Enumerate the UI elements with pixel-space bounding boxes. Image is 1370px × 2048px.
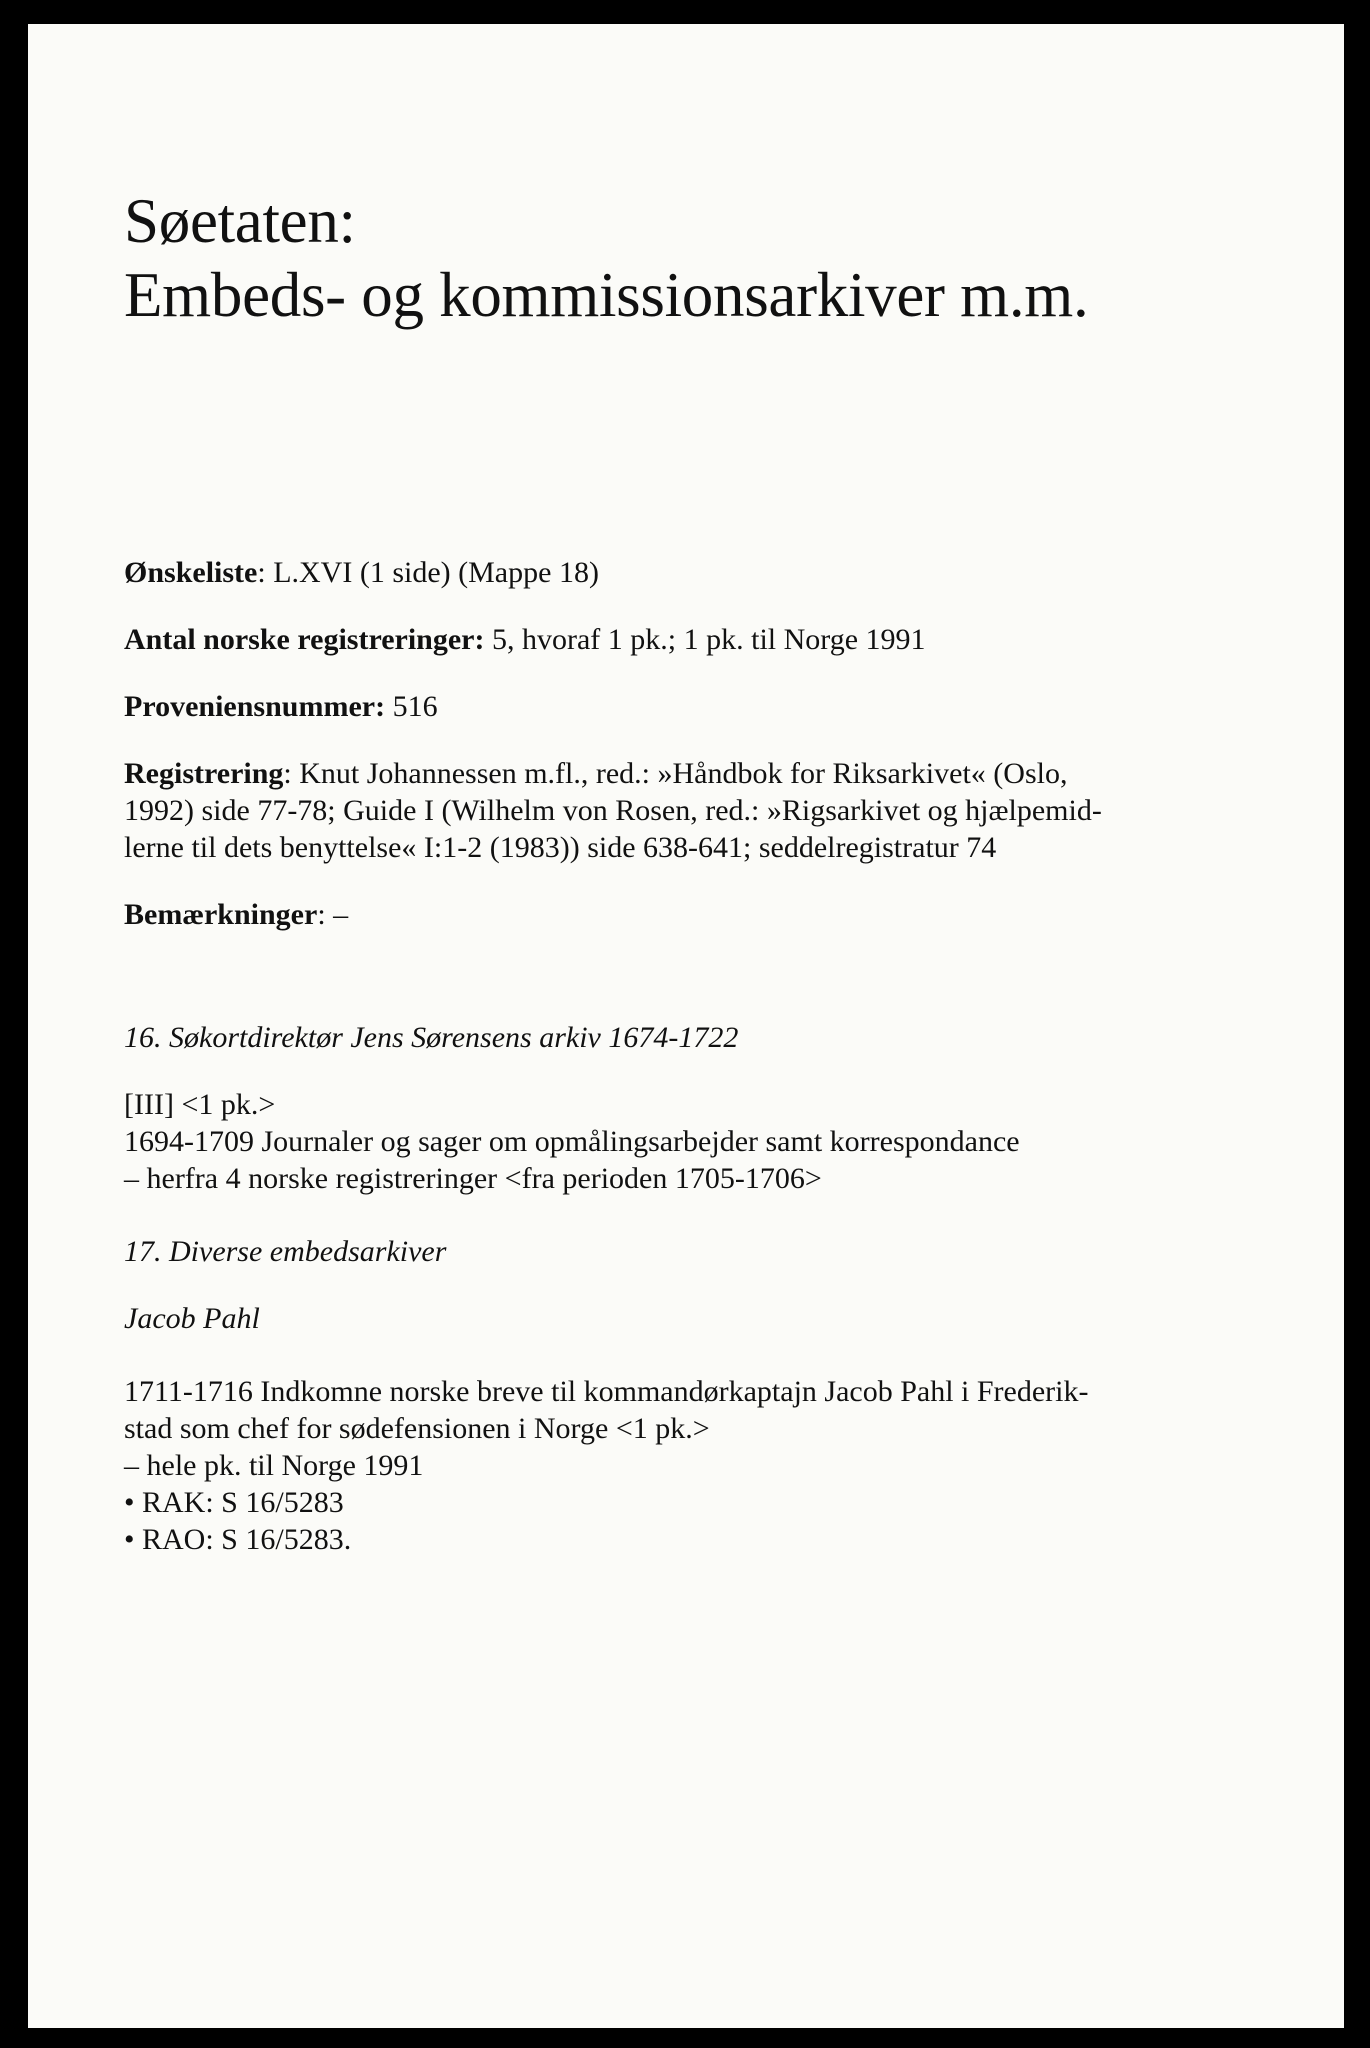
- registrering-label: Registrering: [124, 757, 284, 790]
- section-17-line-4: • RAK: S 16/5283: [124, 1486, 344, 1519]
- antal-entry: [124, 621, 1234, 658]
- section-17-subtitle: Jacob Pahl: [124, 1302, 260, 1335]
- section-16-body: [124, 1086, 1234, 1197]
- proveniens-label: Proveniensnummer:: [124, 690, 386, 723]
- title-block: [124, 184, 1224, 332]
- bemaerkninger-label: Bemærkninger: [124, 898, 318, 931]
- registrering-entry: [124, 755, 1234, 866]
- section-17-body: [124, 1373, 1234, 1558]
- section-17-line-3: – hele pk. til Norge 1991: [124, 1449, 424, 1482]
- section-16-line-1: [III] <1 pk.>: [124, 1088, 276, 1121]
- registrering-line-3: lerne til dets benyttelse« I:1-2 (1983)) side 638-641; seddelregistratur 74: [124, 831, 997, 864]
- antal-value: 5, hvoraf 1 pk.; 1 pk. til Norge 1991: [484, 623, 926, 656]
- section-16-line-2: 1694-1709 Journaler og sager om opmålingsarbejder samt korrespondance: [124, 1125, 1020, 1158]
- document-page: [28, 24, 1344, 2028]
- bemaerkninger-entry: [124, 896, 1234, 933]
- onskeliste-value: : L.XVI (1 side) (Mappe 18): [257, 556, 599, 589]
- section-17-line-5: • RAO: S 16/5283.: [124, 1523, 352, 1556]
- registrering-line-2: 1992) side 77-78; Guide I (Wilhelm von Rosen, red.: »Rigsarkivet og hjælpemid-: [124, 794, 1102, 827]
- metadata-block: [124, 554, 1234, 1588]
- registrering-line-1: : Knut Johannessen m.fl., red.: »Håndbok for Riksarkivet« (Oslo,: [283, 757, 1068, 790]
- proveniens-value: 516: [385, 690, 438, 723]
- page-title: [124, 184, 1224, 332]
- section-17-title: 17. Diverse embedsarkiver: [124, 1235, 447, 1268]
- title-line-2: Embeds- og kommissionsarkiver m.m.: [124, 260, 1089, 330]
- proveniens-entry: [124, 688, 1234, 725]
- onskeliste-label: Ønskeliste: [124, 556, 258, 589]
- section-17-line-1: 1711-1716 Indkomne norske breve til kommandørkaptajn Jacob Pahl i Frederik-: [124, 1375, 1089, 1408]
- section-16-title: 16. Søkortdirektør Jens Sørensens arkiv 1674-1722: [124, 1021, 739, 1054]
- section-16-line-3: – herfra 4 norske registreringer <fra perioden 1705-1706>: [124, 1162, 822, 1195]
- bemaerkninger-value: : –: [317, 898, 349, 931]
- title-line-1: Søetaten:: [124, 186, 356, 256]
- section-17-line-2: stad som chef for sødefensionen i Norge <1 pk.>: [124, 1412, 710, 1445]
- antal-label: Antal norske registreringer:: [124, 623, 485, 656]
- onskeliste-entry: [124, 554, 1234, 591]
